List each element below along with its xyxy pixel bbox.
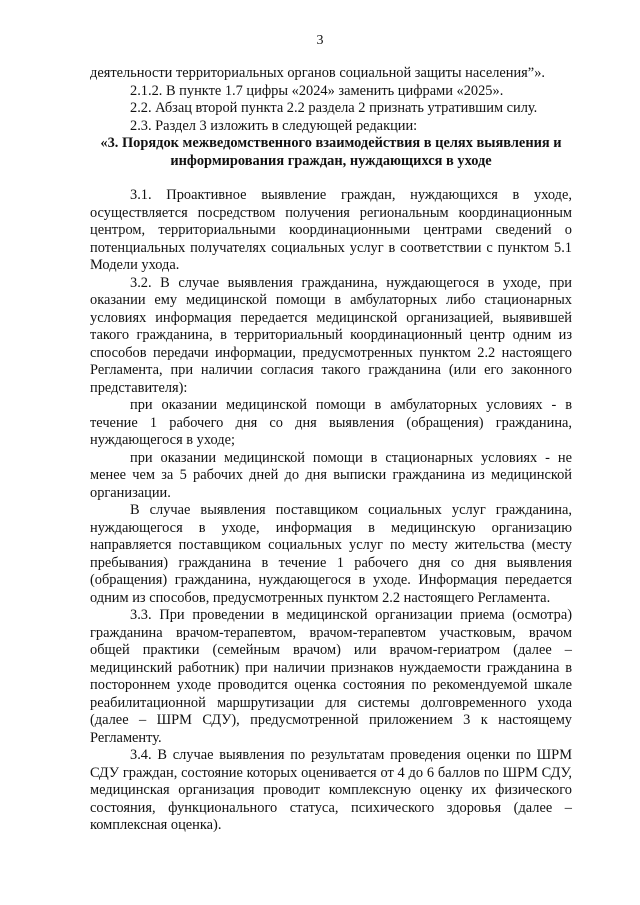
paragraph: 3.1. Проактивное выявление граждан, нуждающихся в уходе, осуществляется посредством получения региональным координационным центром, территориальными координационными центрами сведений о потенциальных получателях социальных услуг в соответствии с пунктом 5.1 Модели ухода.	[90, 187, 572, 273]
paragraph: 3.4. В случае выявления по результатам проведения оценки по ШРМ СДУ граждан, состояние которых оценивается от 4 до 6 баллов по ШРМ СДУ, медицинская организация проводит комплексную оценку их физического состояния, функционального статуса, психического здоровья (далее – комплексная оценка).	[90, 747, 572, 833]
paragraph: деятельности территориальных органов социальной защиты населения”».	[90, 65, 545, 81]
paragraph: 3.2. В случае выявления гражданина, нуждающегося в уходе, при оказании ему медицинской помощи в амбулаторных либо стационарных условиях информация передается медицинской организацией, выявившей такого гражданина, в территориальный координационный центр одним из способов передачи информации, предусмотренных пунктом 2.2 настоящего Регламента, при наличии согласия такого гражданина (или его законного представителя):	[90, 274, 572, 396]
section-title: «3. Порядок межведомственного взаимодействия в целях выявления и информирования граждан, нуждающихся в уходе	[100, 135, 562, 169]
paragraph: 2.1.2. В пункте 1.7 цифры «2024» заменить цифрами «2025».	[130, 82, 504, 99]
paragraph: В случае выявления поставщиком социальных услуг гражданина, нуждающегося в уходе, информация в медицинскую организацию направляется поставщиком социальных услуг по месту жительства (месту пребывания) гражданина в течение 1 рабочего дня со дня выявления (обращения) гражданина, нуждающегося в уходе. Информация передается одним из способов, предусмотренных пунктом 2.2 настоящего Регламента.	[90, 502, 572, 606]
paragraph: при оказании медицинской помощи в амбулаторных условиях - в течение 1 рабочего дня со дня выявления (обращения) гражданина, нуждающегося в уходе;	[90, 397, 572, 448]
paragraph: 2.3. Раздел 3 изложить в следующей редакции:	[130, 117, 418, 134]
paragraph: при оказании медицинской помощи в стационарных условиях - не менее чем за 5 рабочих дней до дня выписки гражданина из медицинской организации.	[90, 449, 572, 501]
page-number: 3	[316, 33, 324, 48]
paragraph: 3.3. При проведении в медицинской организации приема (осмотра) гражданина врачом-терапевтом, врачом-терапевтом участковым, врачом общей практики (семейным врачом) или врачом-гериатром (далее – медицинский работник) при наличии признаков нуждаемости гражданина в постороннем уходе проводится оценка состояния по рекомендуемой шкале реабилитационной маршрутизации для системы долговременного ухода (далее – ШРМ СДУ), предусмотренной приложением 3 к настоящему Регламенту.	[90, 607, 572, 746]
paragraph: 2.2. Абзац второй пункта 2.2 раздела 2 признать утратившим силу.	[130, 100, 538, 116]
document-body	[90, 65, 572, 835]
